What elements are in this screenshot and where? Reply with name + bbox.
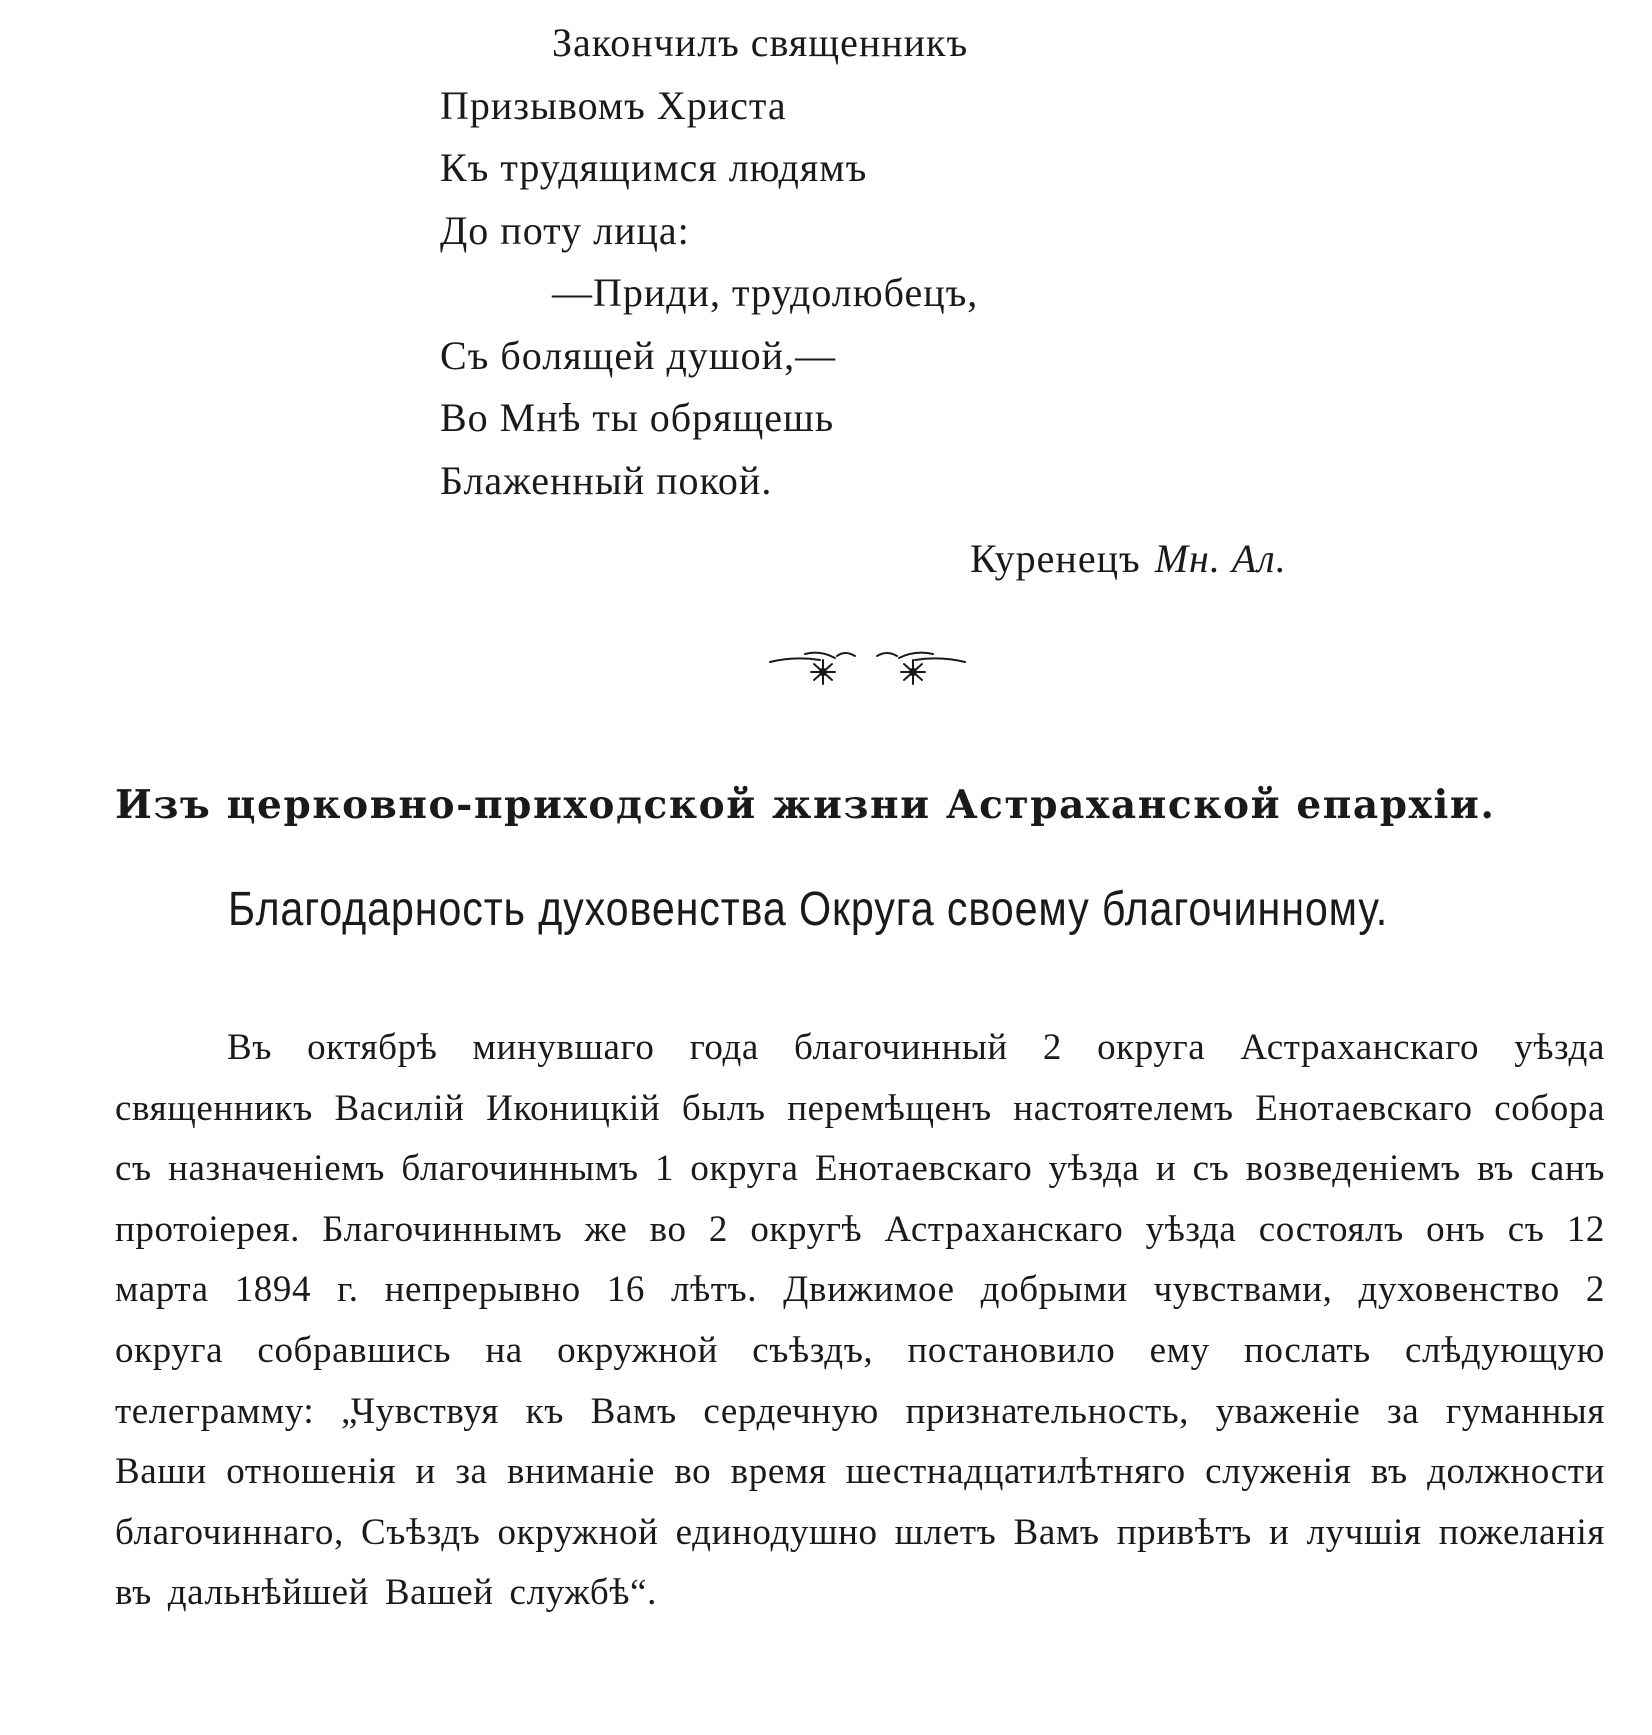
poem <box>440 12 1240 512</box>
article-body: Въ октябрѣ минувшаго года благочинный 2 округа Астраханскаго уѣзда священникъ Василій Иконицкій былъ перемѣщенъ настоятелемъ Енотаевскаго собора съ назначеніемъ благочиннымъ 1 округа Енотаевскаго уѣзда и съ возведеніемъ въ санъ протоіерея. Благочиннымъ же во 2 округѣ Астраханскаго уѣзда состоялъ онъ съ 12 марта 1894 г. непрерывно 16 лѣтъ. Движимое добрыми чувствами, духовенство 2 округа собравшись на окружной съѣздъ, постановило ему послать слѣдующую телеграмму: „Чувствуя къ Вамъ сердечную признательность, уваженіе за гуманныя Ваши отношенія и за вниманіе во время шестнадцатилѣтняго служенія въ должности благочиннаго, Съѣздъ окружной единодушно шлетъ Вамъ привѣтъ и лучшія пожеланія въ дальнѣйшей Вашей службѣ“. <box>115 1027 1605 1614</box>
poem-line: Призывомъ Христа <box>440 82 787 128</box>
section-heading: Изъ церковно-приходской жизни Астраханской епархіи. <box>115 782 1496 828</box>
poem-line: До поту лица: <box>440 207 690 253</box>
article-title: Благодарность духовенства Округа своему благочинному. <box>228 883 1389 936</box>
poem-line: Къ трудящимся людямъ <box>440 145 868 190</box>
poem-signature <box>970 535 1287 582</box>
ornament-divider-icon <box>765 640 970 700</box>
poem-line: Во Мнѣ ты обрящешь <box>440 395 835 440</box>
poem-line: Закончилъ священникъ <box>552 20 969 65</box>
poem-line: Съ болящей душой,— <box>440 332 837 378</box>
signature-place: Куренецъ <box>970 536 1141 581</box>
poem-line: —Приди, трудолюбецъ, <box>552 270 979 315</box>
poem-line: Блаженный покой. <box>440 457 773 503</box>
signature-initials: Мн. Ал. <box>1154 536 1287 581</box>
